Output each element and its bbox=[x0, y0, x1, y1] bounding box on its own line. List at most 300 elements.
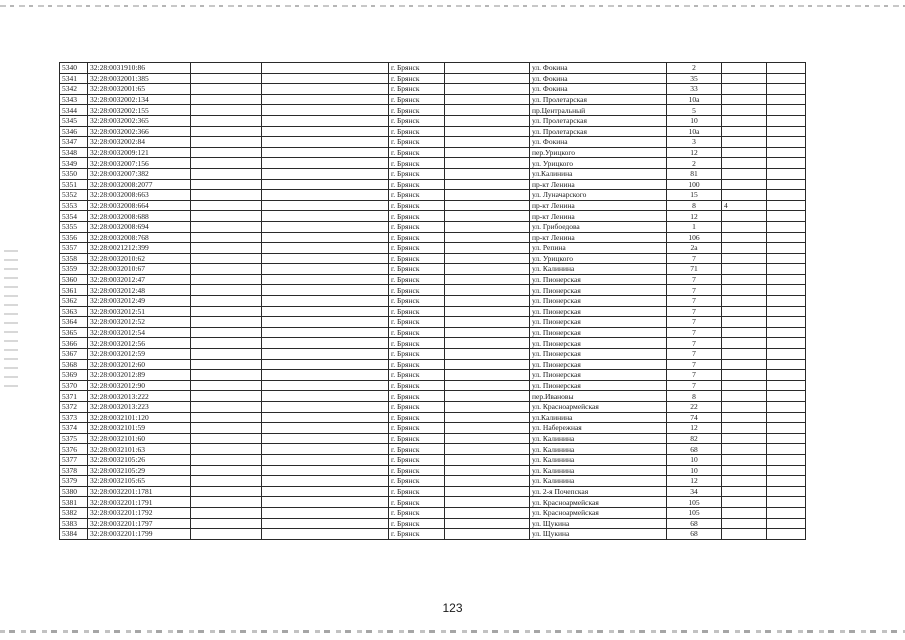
street-cell: пр-кт Ленина bbox=[530, 211, 667, 222]
empty-cell bbox=[767, 507, 806, 518]
house-number-cell: 7 bbox=[667, 285, 722, 296]
empty-cell bbox=[191, 465, 262, 476]
house-number-cell: 5 bbox=[667, 105, 722, 116]
table-row bbox=[60, 105, 806, 116]
street-cell: ул. Пионерская bbox=[530, 370, 667, 381]
empty-cell bbox=[767, 359, 806, 370]
empty-cell bbox=[262, 359, 389, 370]
house-number-cell: 8 bbox=[667, 200, 722, 211]
table-row bbox=[60, 115, 806, 126]
row-number-cell: 5346 bbox=[60, 126, 88, 137]
row-number-cell: 5375 bbox=[60, 433, 88, 444]
table-row bbox=[60, 232, 806, 243]
table-row bbox=[60, 444, 806, 455]
extra-cell bbox=[722, 73, 767, 84]
street-cell: ул.Калинина bbox=[530, 168, 667, 179]
empty-cell bbox=[445, 126, 530, 137]
cadastral-number-cell: 32:28:0032010:62 bbox=[88, 253, 191, 264]
street-cell: ул. Щукина bbox=[530, 518, 667, 529]
empty-cell bbox=[191, 359, 262, 370]
table-row bbox=[60, 296, 806, 307]
table-row bbox=[60, 359, 806, 370]
street-cell: ул.Калинина bbox=[530, 412, 667, 423]
house-number-cell: 7 bbox=[667, 349, 722, 360]
table-row bbox=[60, 200, 806, 211]
cadastral-number-cell: 32:28:0032012:59 bbox=[88, 349, 191, 360]
cadastral-number-cell: 32:28:0032012:47 bbox=[88, 274, 191, 285]
cadastral-number-cell: 32:28:0032012:51 bbox=[88, 306, 191, 317]
table-row bbox=[60, 221, 806, 232]
street-cell: ул. Калинина bbox=[530, 476, 667, 487]
street-cell: ул. Пионерская bbox=[530, 306, 667, 317]
house-number-cell: 8 bbox=[667, 391, 722, 402]
city-cell: г. Брянск bbox=[389, 211, 445, 222]
cadastral-number-cell: 32:28:0032002:155 bbox=[88, 105, 191, 116]
city-cell: г. Брянск bbox=[389, 338, 445, 349]
row-number-cell: 5350 bbox=[60, 168, 88, 179]
empty-cell bbox=[445, 497, 530, 508]
street-cell: пр-кт Ленина bbox=[530, 200, 667, 211]
empty-cell bbox=[445, 63, 530, 74]
empty-cell bbox=[445, 253, 530, 264]
empty-cell bbox=[767, 370, 806, 381]
table-row bbox=[60, 370, 806, 381]
empty-cell bbox=[445, 190, 530, 201]
table-row bbox=[60, 529, 806, 540]
empty-cell bbox=[191, 370, 262, 381]
row-number-cell: 5356 bbox=[60, 232, 88, 243]
empty-cell bbox=[445, 232, 530, 243]
street-cell: ул. Пионерская bbox=[530, 359, 667, 370]
scan-artifact-top bbox=[0, 5, 905, 7]
house-number-cell: 1 bbox=[667, 221, 722, 232]
empty-cell bbox=[191, 232, 262, 243]
empty-cell bbox=[191, 285, 262, 296]
city-cell: г. Брянск bbox=[389, 380, 445, 391]
house-number-cell: 3 bbox=[667, 137, 722, 148]
city-cell: г. Брянск bbox=[389, 402, 445, 413]
street-cell: ул. Репина bbox=[530, 243, 667, 254]
row-number-cell: 5377 bbox=[60, 454, 88, 465]
city-cell: г. Брянск bbox=[389, 317, 445, 328]
empty-cell bbox=[445, 73, 530, 84]
street-cell: ул. Урицкого bbox=[530, 158, 667, 169]
row-number-cell: 5359 bbox=[60, 264, 88, 275]
table-row bbox=[60, 412, 806, 423]
empty-cell bbox=[767, 115, 806, 126]
house-number-cell: 10 bbox=[667, 454, 722, 465]
street-cell: ул. Пионерская bbox=[530, 296, 667, 307]
row-number-cell: 5368 bbox=[60, 359, 88, 370]
cadastral-number-cell: 32:28:0032002:84 bbox=[88, 137, 191, 148]
city-cell: г. Брянск bbox=[389, 433, 445, 444]
city-cell: г. Брянск bbox=[389, 306, 445, 317]
table-row bbox=[60, 465, 806, 476]
city-cell: г. Брянск bbox=[389, 253, 445, 264]
table-row bbox=[60, 253, 806, 264]
cadastral-number-cell: 32:28:0032201:1781 bbox=[88, 486, 191, 497]
house-number-cell: 15 bbox=[667, 190, 722, 201]
empty-cell bbox=[191, 63, 262, 74]
house-number-cell: 7 bbox=[667, 296, 722, 307]
row-number-cell: 5340 bbox=[60, 63, 88, 74]
table-row bbox=[60, 317, 806, 328]
city-cell: г. Брянск bbox=[389, 126, 445, 137]
row-number-cell: 5367 bbox=[60, 349, 88, 360]
house-number-cell: 7 bbox=[667, 274, 722, 285]
empty-cell bbox=[191, 221, 262, 232]
city-cell: г. Брянск bbox=[389, 179, 445, 190]
empty-cell bbox=[445, 518, 530, 529]
empty-cell bbox=[191, 190, 262, 201]
empty-cell bbox=[767, 529, 806, 540]
row-number-cell: 5379 bbox=[60, 476, 88, 487]
city-cell: г. Брянск bbox=[389, 507, 445, 518]
street-cell: ул. Пионерская bbox=[530, 338, 667, 349]
empty-cell bbox=[767, 349, 806, 360]
empty-cell bbox=[262, 433, 389, 444]
table-row bbox=[60, 338, 806, 349]
row-number-cell: 5355 bbox=[60, 221, 88, 232]
empty-cell bbox=[767, 518, 806, 529]
empty-cell bbox=[445, 105, 530, 116]
extra-cell bbox=[722, 285, 767, 296]
extra-cell bbox=[722, 274, 767, 285]
house-number-cell: 74 bbox=[667, 412, 722, 423]
cadastral-number-cell: 32:28:0032201:1791 bbox=[88, 497, 191, 508]
empty-cell bbox=[191, 264, 262, 275]
street-cell: пр-кт Ленина bbox=[530, 232, 667, 243]
street-cell: ул. Пионерская bbox=[530, 274, 667, 285]
empty-cell bbox=[262, 454, 389, 465]
empty-cell bbox=[445, 94, 530, 105]
empty-cell bbox=[191, 423, 262, 434]
extra-cell bbox=[722, 105, 767, 116]
empty-cell bbox=[262, 465, 389, 476]
empty-cell bbox=[191, 518, 262, 529]
table-row bbox=[60, 73, 806, 84]
table-row bbox=[60, 285, 806, 296]
empty-cell bbox=[262, 391, 389, 402]
table-row bbox=[60, 423, 806, 434]
row-number-cell: 5384 bbox=[60, 529, 88, 540]
house-number-cell: 7 bbox=[667, 327, 722, 338]
city-cell: г. Брянск bbox=[389, 476, 445, 487]
row-number-cell: 5348 bbox=[60, 147, 88, 158]
empty-cell bbox=[767, 221, 806, 232]
house-number-cell: 22 bbox=[667, 402, 722, 413]
city-cell: г. Брянск bbox=[389, 115, 445, 126]
extra-cell bbox=[722, 94, 767, 105]
extra-cell bbox=[722, 327, 767, 338]
row-number-cell: 5349 bbox=[60, 158, 88, 169]
street-cell: пр.Центральный bbox=[530, 105, 667, 116]
cadastral-number-cell: 32:28:0032001:65 bbox=[88, 84, 191, 95]
empty-cell bbox=[262, 285, 389, 296]
row-number-cell: 5363 bbox=[60, 306, 88, 317]
cadastral-number-cell: 32:28:0032002:366 bbox=[88, 126, 191, 137]
extra-cell bbox=[722, 412, 767, 423]
street-cell: ул. Пролетарская bbox=[530, 115, 667, 126]
house-number-cell: 34 bbox=[667, 486, 722, 497]
cadastral-number-cell: 32:28:0032008:768 bbox=[88, 232, 191, 243]
empty-cell bbox=[445, 296, 530, 307]
empty-cell bbox=[767, 137, 806, 148]
empty-cell bbox=[191, 137, 262, 148]
empty-cell bbox=[191, 147, 262, 158]
empty-cell bbox=[767, 285, 806, 296]
empty-cell bbox=[262, 444, 389, 455]
cadastral-number-cell: 32:28:0032007:382 bbox=[88, 168, 191, 179]
empty-cell bbox=[262, 317, 389, 328]
extra-cell bbox=[722, 349, 767, 360]
city-cell: г. Брянск bbox=[389, 158, 445, 169]
house-number-cell: 10 bbox=[667, 115, 722, 126]
street-cell: ул. Пионерская bbox=[530, 380, 667, 391]
empty-cell bbox=[767, 190, 806, 201]
city-cell: г. Брянск bbox=[389, 190, 445, 201]
city-cell: г. Брянск bbox=[389, 63, 445, 74]
empty-cell bbox=[262, 338, 389, 349]
extra-cell bbox=[722, 63, 767, 74]
table-row bbox=[60, 137, 806, 148]
extra-cell bbox=[722, 433, 767, 444]
city-cell: г. Брянск bbox=[389, 137, 445, 148]
extra-cell bbox=[722, 423, 767, 434]
row-number-cell: 5361 bbox=[60, 285, 88, 296]
empty-cell bbox=[191, 243, 262, 254]
empty-cell bbox=[191, 412, 262, 423]
empty-cell bbox=[445, 412, 530, 423]
empty-cell bbox=[445, 433, 530, 444]
house-number-cell: 10 bbox=[667, 465, 722, 476]
table-row bbox=[60, 433, 806, 444]
street-cell: ул. Пионерская bbox=[530, 285, 667, 296]
cadastral-number-cell: 32:28:0021212:399 bbox=[88, 243, 191, 254]
empty-cell bbox=[767, 264, 806, 275]
empty-cell bbox=[262, 423, 389, 434]
table-row bbox=[60, 380, 806, 391]
cadastral-number-cell: 32:28:0032012:90 bbox=[88, 380, 191, 391]
empty-cell bbox=[445, 274, 530, 285]
row-number-cell: 5358 bbox=[60, 253, 88, 264]
house-number-cell: 12 bbox=[667, 147, 722, 158]
city-cell: г. Брянск bbox=[389, 423, 445, 434]
row-number-cell: 5353 bbox=[60, 200, 88, 211]
empty-cell bbox=[445, 507, 530, 518]
house-number-cell: 71 bbox=[667, 264, 722, 275]
empty-cell bbox=[767, 433, 806, 444]
cadastral-number-cell: 32:28:0032008:694 bbox=[88, 221, 191, 232]
scan-artifact-bottom bbox=[0, 630, 905, 633]
empty-cell bbox=[445, 115, 530, 126]
street-cell: ул. Луначарского bbox=[530, 190, 667, 201]
table-row bbox=[60, 507, 806, 518]
house-number-cell: 10а bbox=[667, 126, 722, 137]
city-cell: г. Брянск bbox=[389, 94, 445, 105]
scan-artifact-left bbox=[4, 250, 18, 390]
empty-cell bbox=[445, 370, 530, 381]
empty-cell bbox=[445, 317, 530, 328]
empty-cell bbox=[262, 243, 389, 254]
city-cell: г. Брянск bbox=[389, 105, 445, 116]
empty-cell bbox=[445, 137, 530, 148]
house-number-cell: 2а bbox=[667, 243, 722, 254]
house-number-cell: 7 bbox=[667, 370, 722, 381]
empty-cell bbox=[191, 115, 262, 126]
empty-cell bbox=[445, 349, 530, 360]
cadastral-number-cell: 32:28:0032002:365 bbox=[88, 115, 191, 126]
empty-cell bbox=[767, 243, 806, 254]
table-row bbox=[60, 179, 806, 190]
row-number-cell: 5370 bbox=[60, 380, 88, 391]
empty-cell bbox=[262, 402, 389, 413]
row-number-cell: 5374 bbox=[60, 423, 88, 434]
cadastral-number-cell: 32:28:0032002:134 bbox=[88, 94, 191, 105]
empty-cell bbox=[445, 306, 530, 317]
row-number-cell: 5371 bbox=[60, 391, 88, 402]
empty-cell bbox=[767, 338, 806, 349]
row-number-cell: 5383 bbox=[60, 518, 88, 529]
empty-cell bbox=[262, 73, 389, 84]
row-number-cell: 5376 bbox=[60, 444, 88, 455]
city-cell: г. Брянск bbox=[389, 349, 445, 360]
house-number-cell: 7 bbox=[667, 359, 722, 370]
empty-cell bbox=[262, 158, 389, 169]
street-cell: ул. Калинина bbox=[530, 444, 667, 455]
city-cell: г. Брянск bbox=[389, 243, 445, 254]
empty-cell bbox=[767, 380, 806, 391]
extra-cell bbox=[722, 338, 767, 349]
empty-cell bbox=[191, 454, 262, 465]
empty-cell bbox=[191, 380, 262, 391]
empty-cell bbox=[262, 105, 389, 116]
empty-cell bbox=[445, 423, 530, 434]
city-cell: г. Брянск bbox=[389, 264, 445, 275]
extra-cell bbox=[722, 497, 767, 508]
street-cell: ул. Урицкого bbox=[530, 253, 667, 264]
empty-cell bbox=[191, 274, 262, 285]
row-number-cell: 5345 bbox=[60, 115, 88, 126]
empty-cell bbox=[767, 253, 806, 264]
empty-cell bbox=[262, 168, 389, 179]
extra-cell bbox=[722, 486, 767, 497]
cadastral-number-cell: 32:28:0031910:86 bbox=[88, 63, 191, 74]
street-cell: ул. Красноармейская bbox=[530, 497, 667, 508]
empty-cell bbox=[445, 285, 530, 296]
street-cell: ул. Грибоедова bbox=[530, 221, 667, 232]
empty-cell bbox=[262, 264, 389, 275]
empty-cell bbox=[262, 306, 389, 317]
empty-cell bbox=[191, 105, 262, 116]
empty-cell bbox=[767, 211, 806, 222]
extra-cell bbox=[722, 126, 767, 137]
table-row bbox=[60, 349, 806, 360]
page-number: 123 bbox=[442, 601, 463, 615]
empty-cell bbox=[445, 84, 530, 95]
empty-cell bbox=[191, 391, 262, 402]
extra-cell bbox=[722, 317, 767, 328]
empty-cell bbox=[262, 221, 389, 232]
city-cell: г. Брянск bbox=[389, 232, 445, 243]
empty-cell bbox=[445, 444, 530, 455]
table-row bbox=[60, 190, 806, 201]
extra-cell bbox=[722, 518, 767, 529]
empty-cell bbox=[767, 465, 806, 476]
empty-cell bbox=[767, 158, 806, 169]
street-cell: ул. Пионерская bbox=[530, 349, 667, 360]
house-number-cell: 33 bbox=[667, 84, 722, 95]
cadastral-number-cell: 32:28:0032010:67 bbox=[88, 264, 191, 275]
house-number-cell: 7 bbox=[667, 338, 722, 349]
cadastral-number-cell: 32:28:0032101:120 bbox=[88, 412, 191, 423]
house-number-cell: 10а bbox=[667, 94, 722, 105]
house-number-cell: 12 bbox=[667, 211, 722, 222]
extra-cell bbox=[722, 444, 767, 455]
empty-cell bbox=[445, 402, 530, 413]
empty-cell bbox=[262, 200, 389, 211]
empty-cell bbox=[445, 380, 530, 391]
house-number-cell: 68 bbox=[667, 518, 722, 529]
street-cell: пр-кт Ленина bbox=[530, 179, 667, 190]
extra-cell bbox=[722, 137, 767, 148]
extra-cell bbox=[722, 296, 767, 307]
table-row bbox=[60, 158, 806, 169]
table-row bbox=[60, 243, 806, 254]
empty-cell bbox=[767, 105, 806, 116]
empty-cell bbox=[191, 507, 262, 518]
cadastral-number-cell: 32:28:0032009:121 bbox=[88, 147, 191, 158]
empty-cell bbox=[191, 444, 262, 455]
city-cell: г. Брянск bbox=[389, 497, 445, 508]
row-number-cell: 5373 bbox=[60, 412, 88, 423]
city-cell: г. Брянск bbox=[389, 359, 445, 370]
registry-table bbox=[59, 62, 806, 540]
extra-cell bbox=[722, 158, 767, 169]
city-cell: г. Брянск bbox=[389, 73, 445, 84]
table-row bbox=[60, 274, 806, 285]
row-number-cell: 5357 bbox=[60, 243, 88, 254]
empty-cell bbox=[767, 391, 806, 402]
empty-cell bbox=[767, 168, 806, 179]
row-number-cell: 5347 bbox=[60, 137, 88, 148]
row-number-cell: 5381 bbox=[60, 497, 88, 508]
empty-cell bbox=[767, 423, 806, 434]
extra-cell bbox=[722, 507, 767, 518]
cadastral-number-cell: 32:28:0032012:60 bbox=[88, 359, 191, 370]
empty-cell bbox=[191, 306, 262, 317]
table-row bbox=[60, 264, 806, 275]
empty-cell bbox=[262, 147, 389, 158]
cadastral-number-cell: 32:28:0032008:664 bbox=[88, 200, 191, 211]
empty-cell bbox=[445, 338, 530, 349]
row-number-cell: 5382 bbox=[60, 507, 88, 518]
house-number-cell: 12 bbox=[667, 423, 722, 434]
row-number-cell: 5354 bbox=[60, 211, 88, 222]
empty-cell bbox=[445, 264, 530, 275]
table-row bbox=[60, 476, 806, 487]
cadastral-number-cell: 32:28:0032101:59 bbox=[88, 423, 191, 434]
empty-cell bbox=[262, 137, 389, 148]
street-cell: ул. Набережная bbox=[530, 423, 667, 434]
empty-cell bbox=[262, 349, 389, 360]
table-row bbox=[60, 306, 806, 317]
row-number-cell: 5378 bbox=[60, 465, 88, 476]
city-cell: г. Брянск bbox=[389, 285, 445, 296]
empty-cell bbox=[767, 306, 806, 317]
street-cell: ул. Пионерская bbox=[530, 317, 667, 328]
empty-cell bbox=[262, 412, 389, 423]
